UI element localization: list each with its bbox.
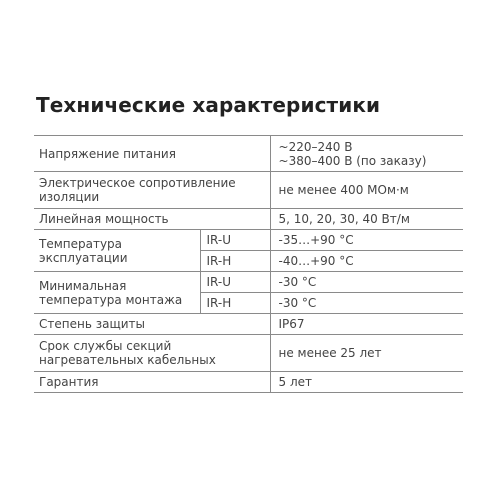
value-cell [270, 172, 463, 209]
model-label: IR-H [200, 293, 270, 314]
param-label: Степень защиты [39, 317, 146, 331]
param-label: Температура [39, 236, 123, 251]
param-label: Гарантия [39, 375, 99, 389]
page-title: Технические характеристики [36, 93, 381, 117]
specs-table [34, 135, 463, 393]
table-row [34, 372, 463, 393]
param-cell [34, 209, 270, 230]
param-label: эксплуатации [39, 250, 128, 265]
param-cell [34, 335, 270, 372]
value-text: ~220–240 В [278, 139, 353, 154]
value-cell: -40…+90 °С [270, 251, 463, 272]
table-row [34, 230, 463, 251]
value-cell: -35…+90 °С [270, 230, 463, 251]
table-row [34, 136, 463, 172]
value-text: ~380–400 В (по заказу) [278, 153, 427, 168]
param-label: Срок службы секций [39, 339, 172, 353]
model-label: IR-U [200, 272, 270, 293]
table-row [34, 272, 463, 293]
value-cell [270, 136, 463, 172]
value-text: не менее 400 МОм·м [278, 183, 409, 197]
value-text: 5 лет [278, 375, 313, 389]
value-cell [270, 335, 463, 372]
param-label: изоляции [39, 190, 100, 204]
table-row [34, 314, 463, 335]
param-cell [34, 314, 270, 335]
param-cell [34, 272, 200, 314]
param-cell [34, 172, 270, 209]
param-cell [34, 372, 270, 393]
param-label: Линейная мощность [39, 212, 169, 226]
param-label: Электрическое сопротивление [39, 176, 236, 190]
param-label: Напряжение питания [39, 146, 176, 161]
value-cell [270, 372, 463, 393]
value-cell [270, 209, 463, 230]
table-row [34, 209, 463, 230]
model-label: IR-U [200, 230, 270, 251]
table-row [34, 172, 463, 209]
table-row [34, 335, 463, 372]
param-cell [34, 136, 270, 172]
value-cell: -30 °С [270, 272, 463, 293]
value-cell: -30 °С [270, 293, 463, 314]
value-cell [270, 314, 463, 335]
param-label: Минимальная [39, 278, 127, 293]
model-label: IR-H [200, 251, 270, 272]
param-label: нагревательных кабельных [39, 353, 216, 367]
param-label: температура монтажа [39, 292, 183, 307]
value-text: IP67 [278, 317, 305, 331]
value-text: 5, 10, 20, 30, 40 Вт/м [278, 212, 410, 226]
value-text: не менее 25 лет [278, 346, 382, 360]
param-cell [34, 230, 200, 272]
